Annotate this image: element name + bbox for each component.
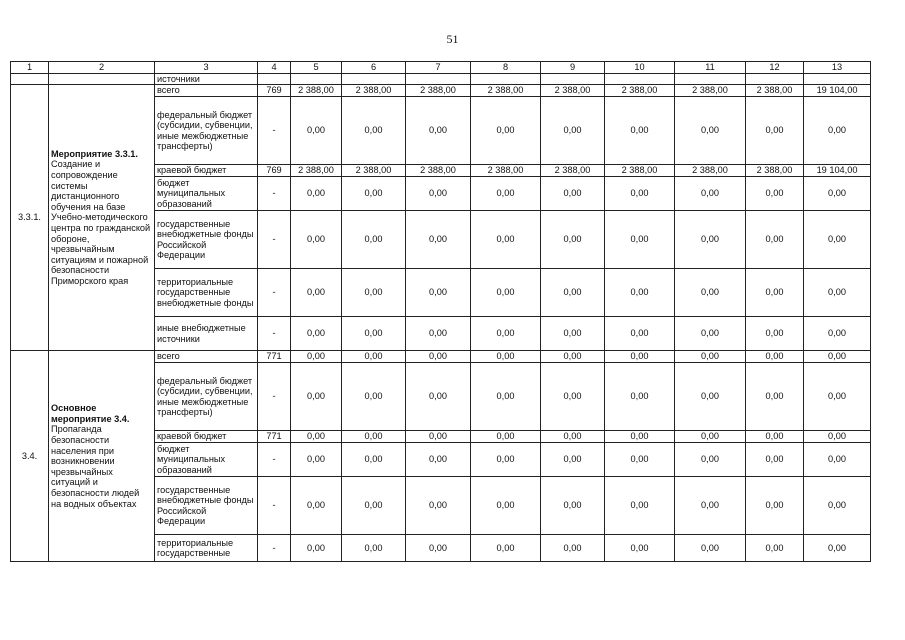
budget-code: 771 (258, 351, 291, 363)
empty-cell (605, 73, 675, 85)
funding-source-label: всего (155, 351, 258, 363)
empty-cell (291, 73, 342, 85)
amount-cell: 0,00 (541, 317, 605, 351)
budget-code: - (258, 269, 291, 317)
budget-code: - (258, 363, 291, 431)
header-row (11, 62, 871, 74)
amount-cell: 0,00 (291, 535, 342, 562)
column-header: 12 (746, 62, 804, 74)
amount-cell: 0,00 (804, 351, 871, 363)
amount-cell: 0,00 (675, 535, 746, 562)
amount-cell: 0,00 (406, 363, 471, 431)
amount-cell: 2 388,00 (746, 85, 804, 97)
amount-cell: 2 388,00 (406, 85, 471, 97)
funding-source-label: федеральный бюджет (субсидии, субвенции, иные межбюджетные трансферты) (155, 97, 258, 165)
empty-cell (49, 73, 155, 85)
amount-cell: 0,00 (675, 317, 746, 351)
column-header: 8 (471, 62, 541, 74)
amount-cell: 0,00 (675, 269, 746, 317)
amount-cell: 0,00 (804, 363, 871, 431)
amount-cell: 0,00 (342, 351, 406, 363)
amount-cell: 2 388,00 (291, 165, 342, 177)
amount-cell: 0,00 (342, 269, 406, 317)
amount-cell: 0,00 (605, 317, 675, 351)
empty-cell (804, 73, 871, 85)
budget-table (10, 61, 871, 562)
amount-cell: 0,00 (605, 269, 675, 317)
amount-cell: 0,00 (291, 443, 342, 477)
amount-cell: 0,00 (406, 431, 471, 443)
amount-cell: 0,00 (605, 535, 675, 562)
amount-cell: 0,00 (291, 211, 342, 269)
amount-cell: 0,00 (746, 317, 804, 351)
amount-cell: 0,00 (471, 535, 541, 562)
amount-cell: 0,00 (406, 269, 471, 317)
amount-cell: 0,00 (406, 351, 471, 363)
column-header: 10 (605, 62, 675, 74)
funding-source-label: иные внебюджетные источники (155, 317, 258, 351)
amount-cell: 0,00 (605, 177, 675, 211)
amount-cell: 0,00 (342, 177, 406, 211)
amount-cell: 0,00 (746, 431, 804, 443)
column-header: 2 (49, 62, 155, 74)
amount-cell: 0,00 (605, 363, 675, 431)
amount-cell: 2 388,00 (541, 85, 605, 97)
amount-cell: 0,00 (675, 363, 746, 431)
empty-cell (342, 73, 406, 85)
amount-cell: 0,00 (675, 177, 746, 211)
amount-cell: 0,00 (471, 431, 541, 443)
amount-cell: 0,00 (471, 443, 541, 477)
amount-cell: 0,00 (471, 317, 541, 351)
budget-code: - (258, 97, 291, 165)
amount-cell: 0,00 (804, 477, 871, 535)
amount-cell: 0,00 (746, 363, 804, 431)
amount-cell: 0,00 (471, 177, 541, 211)
empty-cell (258, 73, 291, 85)
funding-source-label: федеральный бюджет (субсидии, субвенции, иные межбюджетные трансферты) (155, 363, 258, 431)
amount-cell: 2 388,00 (291, 85, 342, 97)
amount-cell: 2 388,00 (471, 85, 541, 97)
funding-source-label: краевой бюджет (155, 165, 258, 177)
amount-cell: 0,00 (541, 211, 605, 269)
amount-cell: 0,00 (605, 477, 675, 535)
amount-cell: 0,00 (471, 351, 541, 363)
section-title (49, 85, 155, 351)
amount-cell: 0,00 (342, 443, 406, 477)
amount-cell: 0,00 (746, 269, 804, 317)
funding-source-label: государственные внебюджетные фонды Российской Федерации (155, 211, 258, 269)
section-id: 3.3.1. (11, 85, 49, 351)
amount-cell: 0,00 (406, 317, 471, 351)
amount-cell: 0,00 (675, 97, 746, 165)
amount-cell: 0,00 (406, 177, 471, 211)
amount-cell: 0,00 (291, 363, 342, 431)
budget-code: - (258, 443, 291, 477)
amount-cell: 0,00 (746, 477, 804, 535)
column-header: 6 (342, 62, 406, 74)
amount-cell: 0,00 (541, 431, 605, 443)
funding-source-label: всего (155, 85, 258, 97)
column-header: 1 (11, 62, 49, 74)
amount-cell: 0,00 (746, 351, 804, 363)
amount-cell: 0,00 (291, 269, 342, 317)
budget-code: - (258, 177, 291, 211)
amount-cell: 0,00 (342, 535, 406, 562)
amount-cell: 0,00 (406, 443, 471, 477)
amount-cell: 0,00 (406, 97, 471, 165)
amount-cell: 19 104,00 (804, 165, 871, 177)
amount-cell: 0,00 (291, 177, 342, 211)
amount-cell: 0,00 (605, 431, 675, 443)
amount-cell: 2 388,00 (605, 85, 675, 97)
amount-cell: 0,00 (675, 211, 746, 269)
section-title-text: Пропаганда безопасности населения при возникновении чрезвычайных ситуаций и безопасности людей на водных объектах (51, 424, 140, 509)
section-title-bold: Мероприятие 3.3.1. (51, 148, 138, 159)
amount-cell: 0,00 (541, 443, 605, 477)
empty-cell (11, 73, 49, 85)
table-row (11, 85, 871, 97)
amount-cell: 0,00 (406, 211, 471, 269)
empty-cell (541, 73, 605, 85)
amount-cell: 0,00 (804, 177, 871, 211)
amount-cell: 0,00 (471, 363, 541, 431)
amount-cell: 0,00 (804, 211, 871, 269)
amount-cell: 0,00 (291, 97, 342, 165)
amount-cell: 19 104,00 (804, 85, 871, 97)
section-title-text: Создание и сопровождение системы дистанционного обучения на базе Учебно-методического центра по гражданской обороне, чрезвычайным ситуациям и пожарной безопасности Приморского края (51, 159, 151, 286)
amount-cell: 0,00 (541, 177, 605, 211)
amount-cell: 0,00 (541, 535, 605, 562)
amount-cell: 0,00 (342, 211, 406, 269)
amount-cell: 0,00 (804, 431, 871, 443)
amount-cell: 0,00 (541, 97, 605, 165)
column-header: 4 (258, 62, 291, 74)
amount-cell: 0,00 (406, 535, 471, 562)
column-header: 3 (155, 62, 258, 74)
amount-cell: 0,00 (675, 351, 746, 363)
amount-cell: 2 388,00 (471, 165, 541, 177)
empty-cell (746, 73, 804, 85)
amount-cell: 0,00 (605, 211, 675, 269)
budget-code: 769 (258, 85, 291, 97)
page-number: 51 (446, 32, 459, 46)
amount-cell: 0,00 (746, 443, 804, 477)
amount-cell: 0,00 (471, 269, 541, 317)
amount-cell: 2 388,00 (675, 85, 746, 97)
funding-source-label: территориальные государственные внебюджетные фонды (155, 269, 258, 317)
amount-cell: 0,00 (541, 269, 605, 317)
budget-code: - (258, 477, 291, 535)
carry-over-row (11, 73, 871, 85)
amount-cell: 0,00 (471, 97, 541, 165)
amount-cell: 0,00 (291, 317, 342, 351)
amount-cell: 0,00 (342, 477, 406, 535)
amount-cell: 0,00 (291, 477, 342, 535)
section-id: 3.4. (11, 351, 49, 562)
amount-cell: 0,00 (746, 211, 804, 269)
budget-code: 769 (258, 165, 291, 177)
column-header: 7 (406, 62, 471, 74)
column-header: 5 (291, 62, 342, 74)
amount-cell: 0,00 (804, 443, 871, 477)
amount-cell: 2 388,00 (746, 165, 804, 177)
amount-cell: 0,00 (291, 431, 342, 443)
empty-cell (471, 73, 541, 85)
amount-cell: 0,00 (342, 363, 406, 431)
amount-cell: 0,00 (746, 535, 804, 562)
empty-cell (406, 73, 471, 85)
amount-cell: 2 388,00 (406, 165, 471, 177)
funding-source-label: бюджет муниципальных образований (155, 443, 258, 477)
section-title (49, 351, 155, 562)
amount-cell: 0,00 (471, 211, 541, 269)
budget-code: - (258, 211, 291, 269)
funding-source-label: территориальные государственные (155, 535, 258, 562)
amount-cell: 0,00 (541, 351, 605, 363)
amount-cell: 0,00 (605, 443, 675, 477)
amount-cell: 0,00 (342, 97, 406, 165)
amount-cell: 0,00 (804, 269, 871, 317)
amount-cell: 0,00 (471, 477, 541, 535)
section-title-bold: Основное мероприятие 3.4. (51, 403, 130, 424)
budget-code: 771 (258, 431, 291, 443)
amount-cell: 0,00 (342, 317, 406, 351)
funding-source-label: государственные внебюджетные фонды Российской Федерации (155, 477, 258, 535)
amount-cell: 0,00 (804, 97, 871, 165)
amount-cell: 2 388,00 (342, 165, 406, 177)
amount-cell: 0,00 (746, 97, 804, 165)
amount-cell: 0,00 (406, 477, 471, 535)
amount-cell: 0,00 (291, 351, 342, 363)
amount-cell: 0,00 (675, 443, 746, 477)
column-header: 11 (675, 62, 746, 74)
amount-cell: 2 388,00 (605, 165, 675, 177)
empty-cell (675, 73, 746, 85)
amount-cell: 2 388,00 (675, 165, 746, 177)
amount-cell: 0,00 (675, 477, 746, 535)
amount-cell: 0,00 (342, 431, 406, 443)
funding-source-label: краевой бюджет (155, 431, 258, 443)
funding-source-label: бюджет муниципальных образований (155, 177, 258, 211)
amount-cell: 0,00 (605, 97, 675, 165)
column-header: 9 (541, 62, 605, 74)
amount-cell: 0,00 (804, 535, 871, 562)
table-body (11, 62, 871, 562)
amount-cell: 0,00 (541, 477, 605, 535)
amount-cell: 0,00 (605, 351, 675, 363)
carry-over-label: источники (155, 73, 258, 85)
amount-cell: 0,00 (746, 177, 804, 211)
amount-cell: 2 388,00 (342, 85, 406, 97)
amount-cell: 0,00 (804, 317, 871, 351)
budget-code: - (258, 535, 291, 562)
amount-cell: 0,00 (541, 363, 605, 431)
budget-code: - (258, 317, 291, 351)
amount-cell: 0,00 (675, 431, 746, 443)
table-row (11, 351, 871, 363)
column-header: 13 (804, 62, 871, 74)
amount-cell: 2 388,00 (541, 165, 605, 177)
